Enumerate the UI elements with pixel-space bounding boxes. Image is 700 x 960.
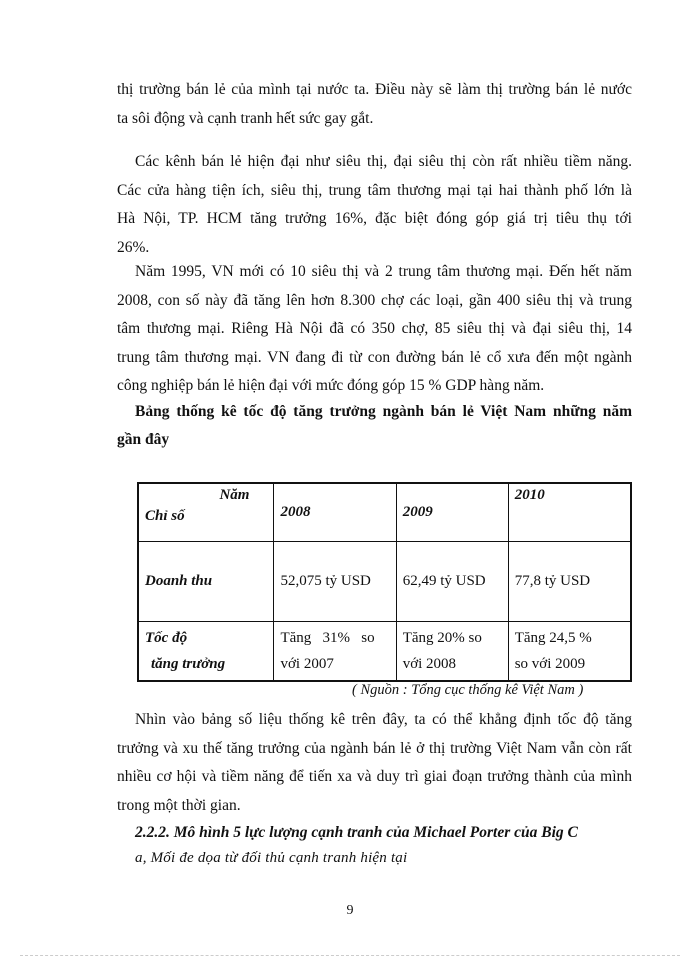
paragraph-1 [117,76,632,133]
text-line: Các kênh bán lẻ hiện đại như siêu thị, đại siêu thị còn rất nhiều tiềm năng. [135,153,632,170]
text-line: Năm 1995, VN mới có 10 siêu thị và 2 trung tâm thương mại. Đến hết năm [135,263,632,280]
text-line: trung tâm thương mại. VN đang đi từ con đường bán lẻ cổ xưa đến một ngành [117,348,632,366]
cell-line: Tăng 31% so [280,629,375,646]
year-header: 2010 [508,483,631,541]
text-line: ta sôi động và cạnh tranh hết sức gay gắt. [117,109,374,127]
text-line: 2008, con số này đã tăng lên hơn 8.300 chợ các loại, gần 400 siêu thị và trung [117,291,632,309]
corner-index-label: Chỉ số [145,508,185,524]
section-heading: 2.2.2. Mô hình 5 lực lượng cạnh tranh của Michael Porter của Big C [135,824,578,841]
table-source: ( Nguồn : Tổng cục thống kê Việt Nam ) [352,682,584,698]
row-label [138,621,274,681]
table-row [138,621,631,681]
table-cell: 62,49 tỷ USD [396,541,508,621]
cell-line: với 2008 [402,655,457,672]
year-header: 2008 [274,483,396,541]
row-label-line: tăng trưởng [151,655,226,672]
text-line: thị trường bán lẻ của mình tại nước ta. Điều này sẽ làm thị trường bán lẻ nước [117,81,632,98]
page-bottom-divider [20,955,680,956]
table-cell: 77,8 tỷ USD [508,541,631,621]
text-line: công nghiệp bán lẻ hiện đại với mức đóng góp 15 % GDP hàng năm. [117,377,545,394]
corner-cell [138,483,274,541]
table-cell [508,621,631,681]
paragraph-conclusion [117,706,632,820]
text-line: nhiều cơ hội và tiềm năng để tiến xa và duy trì giai đoạn trưởng thành của mình [117,768,632,785]
cell-line: so với 2009 [514,655,586,672]
subheading: a, Mối đe dọa từ đối thủ cạnh tranh hiện tại [135,850,408,866]
text-line: Các cửa hàng tiện ích, siêu thị, trung tâm thương mại tại hai thành phố lớn là [117,181,632,199]
text-line: tâm thương mại. Riêng Hà Nội đã có 350 chợ, 85 siêu thị và đại siêu thị, 14 [117,320,632,337]
text-line: 26%. [117,238,150,256]
cell-line: Tăng 20% so [402,629,482,646]
row-label: Doanh thu [138,541,274,621]
corner-year-label: Năm [219,487,250,503]
cell-line: với 2007 [280,655,334,672]
page-number: 9 [346,903,354,918]
table-cell: 52,075 tỷ USD [274,541,396,621]
table-row [138,541,631,621]
year-header: 2009 [396,483,508,541]
table-title-line: Bảng thống kê tốc độ tăng trưởng ngành bán lẻ Việt Nam những năm [135,403,632,420]
table-title [117,398,632,454]
text-line: Hà Nội, TP. HCM tăng trưởng 16%, đặc biệt đóng góp giá trị tiêu thụ tới [117,210,632,227]
paragraph-3 [117,258,632,401]
table-cell [396,621,508,681]
text-line: Nhìn vào bảng số liệu thống kê trên đây, ta có thể khẳng định tốc độ tăng [135,711,632,728]
growth-table [137,482,632,682]
table-header-row [138,483,631,541]
table-cell [274,621,396,681]
paragraph-2 [117,148,632,262]
cell-line: Tăng 24,5 % [514,629,592,646]
table-title-line: gần đây [117,431,170,448]
text-line: trưởng và xu thế tăng trưởng của ngành bán lẻ ở thị trường Việt Nam vẫn còn rất [117,739,632,757]
row-label-line: Tốc độ [145,629,188,646]
text-line: trong một thời gian. [117,796,241,814]
